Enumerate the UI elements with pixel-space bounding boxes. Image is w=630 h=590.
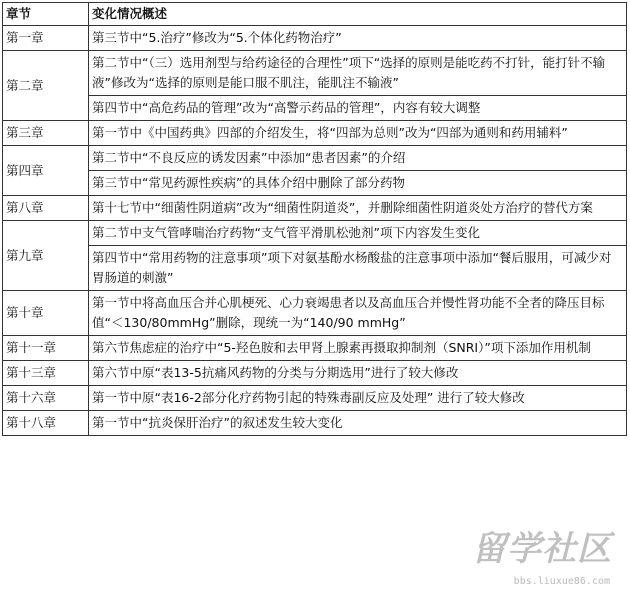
change-description-cell: 第二节中支气管哮喘治疗药物“支气管平滑肌松弛剂”项下内容发生变化: [89, 221, 627, 246]
chapter-cell: 第十章: [3, 291, 89, 336]
change-description-cell: 第六节焦虑症的治疗中“5-羟色胺和去甲肾上腺素再摄取抑制剂（SNRI）”项下添加作用机制: [89, 336, 627, 361]
chapter-cell: 第十三章: [3, 361, 89, 386]
table-row: [3, 26, 627, 51]
table-row: [3, 361, 627, 386]
table-row: [3, 171, 627, 196]
chapter-cell: 第一章: [3, 26, 89, 51]
table-row: [3, 51, 627, 96]
chapter-cell: 第十一章: [3, 336, 89, 361]
table-row: [3, 196, 627, 221]
chapter-cell: 第四章: [3, 146, 89, 196]
change-description-cell: 第四节中“常用药物的注意事项”项下对氨基酚水杨酸盐的注意事项中添加“餐后服用，可减少对胃肠道的刺激”: [89, 246, 627, 291]
change-description-cell: 第一节中原“表16-2部分化疗药物引起的特殊毒副反应及处理” 进行了较大修改: [89, 386, 627, 411]
table-header-row: [3, 3, 627, 26]
chapter-cell: 第二章: [3, 51, 89, 121]
header-chapter: 章节: [3, 3, 89, 26]
header-description: 变化情况概述: [89, 3, 627, 26]
table-body: [3, 26, 627, 436]
chapter-cell: 第十八章: [3, 411, 89, 436]
change-description-cell: 第一节中将高血压合并心肌梗死、心力衰竭患者以及高血压合并慢性肾功能不全者的降压目标值“＜130/80mmHg”删除，现统一为“140/90 mmHg”: [89, 291, 627, 336]
table-row: [3, 121, 627, 146]
table-row: [3, 336, 627, 361]
table-row: [3, 386, 627, 411]
change-description-cell: 第一节中《中国药典》四部的介绍发生，将“四部为总则”改为“四部为通则和药用辅料”: [89, 121, 627, 146]
table-row: [3, 96, 627, 121]
chapter-cell: 第十六章: [3, 386, 89, 411]
chapter-cell: 第九章: [3, 221, 89, 291]
chapter-cell: 第八章: [3, 196, 89, 221]
chapter-changes-table: [2, 2, 627, 436]
table-row: [3, 291, 627, 336]
table-row: [3, 221, 627, 246]
change-description-cell: 第二节中“（三）选用剂型与给药途径的合理性”项下“选择的原则是能吃药不打针，能打针不输液”修改为“选择的原则是能口服不肌注，能肌注不输液”: [89, 51, 627, 96]
change-description-cell: 第二节中“不良反应的诱发因素”中添加“患者因素”的介绍: [89, 146, 627, 171]
watermark-logo: 留学社区: [472, 529, 612, 569]
change-description-cell: 第十七节中“细菌性阴道病”改为“细菌性阴道炎”，并删除细菌性阴道炎处方治疗的替代方案: [89, 196, 627, 221]
change-description-cell: 第三节中“5.治疗”修改为“5.个体化药物治疗”: [89, 26, 627, 51]
table-row: [3, 246, 627, 291]
change-description-cell: 第三节中“常见药源性疾病”的具体介绍中删除了部分药物: [89, 171, 627, 196]
watermark-url: bbs.liuxue86.com: [513, 576, 610, 587]
table-row: [3, 146, 627, 171]
change-description-cell: 第四节中“高危药品的管理”改为“高警示药品的管理”，内容有较大调整: [89, 96, 627, 121]
change-description-cell: 第一节中“抗炎保肝治疗”的叙述发生较大变化: [89, 411, 627, 436]
table-row: [3, 411, 627, 436]
change-description-cell: 第六节中原“表13-5抗痛风药物的分类与分期选用”进行了较大修改: [89, 361, 627, 386]
chapter-cell: 第三章: [3, 121, 89, 146]
